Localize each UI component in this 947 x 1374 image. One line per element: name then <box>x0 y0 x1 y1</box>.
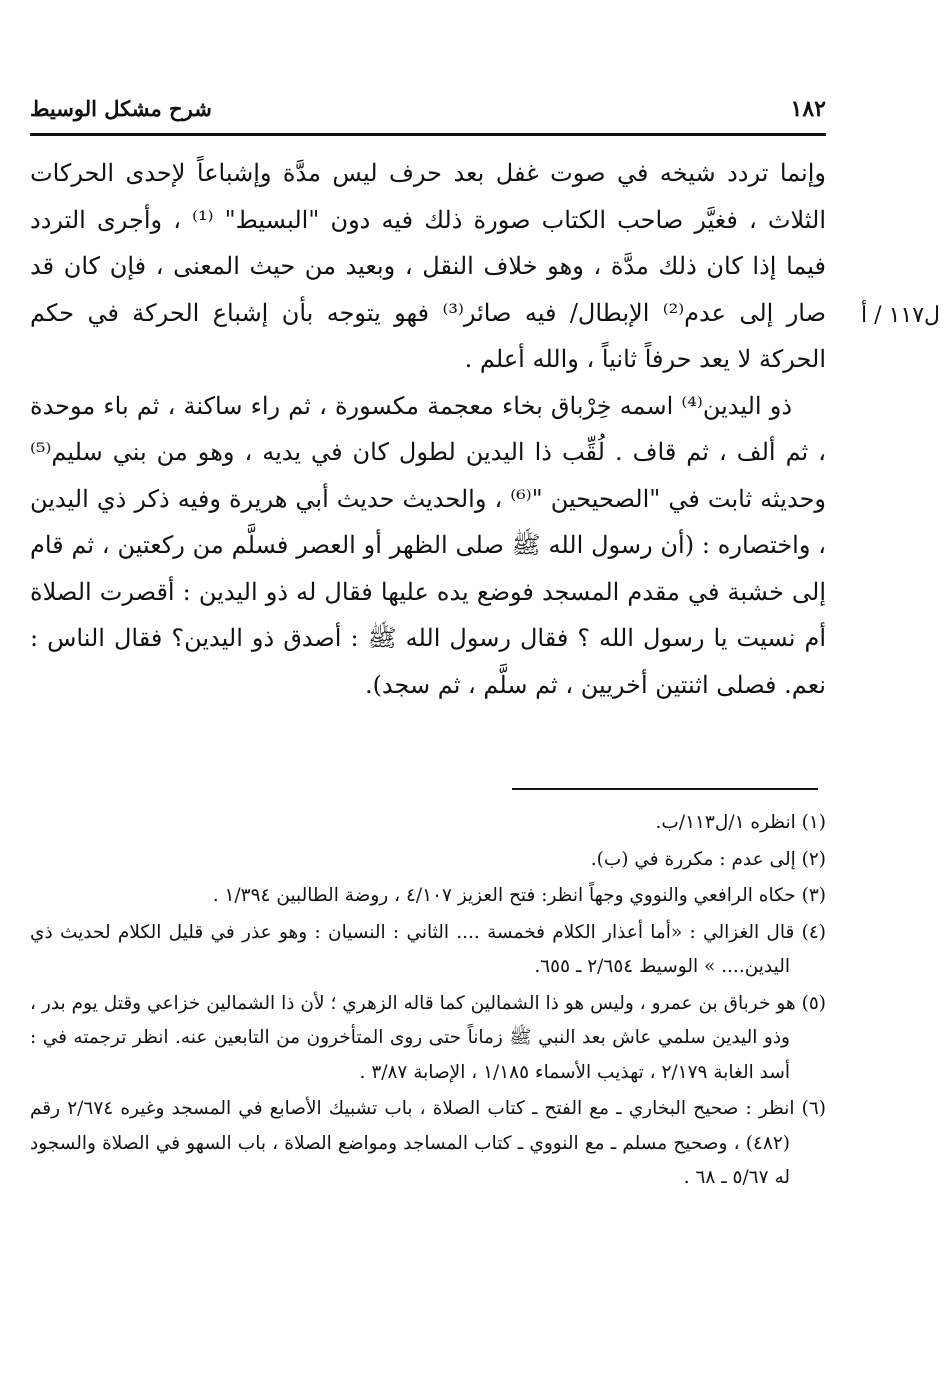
footnote-3: (٣) حكاه الرافعي والنووي وجهاً انظر: فتح العزيز ٤/١٠٧ ، روضة الطالبين ١/٣٩٤ . <box>212 885 826 906</box>
footnote-separator <box>512 788 818 790</box>
page-number: ١٨٢ <box>790 96 826 122</box>
paragraph-2: ذو اليدين⁽⁴⁾ اسمه خِرْباق بخاء معجمة مكسورة ، ثم راء ساكنة ، ثم باء موحدة ، ثم ألف ، ثم قاف . لُقِّب ذا اليدين لطول كان في يديه ، وهو من بني سليم⁽⁵⁾ وحديثه ثابت في "الصحيحين "⁽⁶⁾ ، والحديث حديث أبي هريرة وفيه ذكر ذي اليدين ، واختصاره : (أن رسول الله ﷺ صلى الظهر أو العصر فسلَّم من ركعتين ، ثم قام إلى خشبة في مقدم المسجد فوضع يده عليها فقال له ذو اليدين : أقصرت الصلاة أم نسيت يا رسول الله ؟ فقال رسول الله ﷺ : أصدق ذو اليدين؟ فقال الناس : نعم. فصلى اثنتين أخريين ، ثم سلَّم ، ثم سجد). <box>30 391 826 699</box>
header-rule <box>30 133 826 136</box>
footnote-2: (٢) إلى عدم : مكررة في (ب). <box>590 848 826 870</box>
footnote-5: (٥) هو خرباق بن عمرو ، وليس هو ذا الشمالين كما قاله الزهري ؛ لأن ذا الشمالين خزاعي وقتل يوم بدر ، وذو اليدين سلمي عاش بعد النبي ﷺ زماناً حتى روى المتأخرون من التابعين عنه. انظر ترجمته في : أسد الغابة ٢/١٧٩ ، تهذيب الأسماء ١/١٨٥ ، الإصابة ٣/٨٧ . <box>30 992 826 1083</box>
page-header <box>30 96 826 126</box>
manuscript-folio-reference: ل١١٧ / أ <box>861 303 940 328</box>
footnote-4: (٤) قال الغزالي : «أما أعذار الكلام فخمسة .... الثاني : النسيان : وهو عذر في قليل الكلام لحديث ذي اليدين.... » الوسيط ٢/٦٥٤ ـ ٦٥٥. <box>30 921 826 977</box>
book-title: شرح مشكل الوسيط <box>30 96 212 121</box>
main-text <box>30 150 826 708</box>
footnote-1: (١) انظره ١/ل١١٣/ب. <box>655 812 826 833</box>
paragraph-1: وإنما تردد شيخه في صوت غفل بعد حرف ليس مدَّة وإشباعاً لإحدى الحركات الثلاث ، فغيَّر صاحب الكتاب صورة ذلك فيه دون "البسيط" ⁽¹⁾ ، وأجرى التردد فيما إذا كان ذلك مدَّة ، وهو خلاف النقل ، وبعيد من حيث المعنى ، فإن كان قد صار إلى عدم⁽²⁾ الإبطال/ فيه صائر⁽³⁾ فهو يتوجه بأن إشباع الحركة في حكم الحركة لا يعد حرفاً ثانياً ، والله أعلم . <box>30 159 826 373</box>
footnotes <box>30 806 826 1198</box>
footnote-6: (٦) انظر : صحيح البخاري ـ مع الفتح ـ كتاب الصلاة ، باب تشبيك الأصابع في المسجد وغيره ٢/٦٧٤ رقم (٤٨٢) ، وصحيح مسلم ـ مع النووي ـ كتاب المساجد ومواضع الصلاة ، باب السهو في الصلاة والسجود له ٥/٦٧ ـ ٦٨ . <box>30 1098 826 1188</box>
